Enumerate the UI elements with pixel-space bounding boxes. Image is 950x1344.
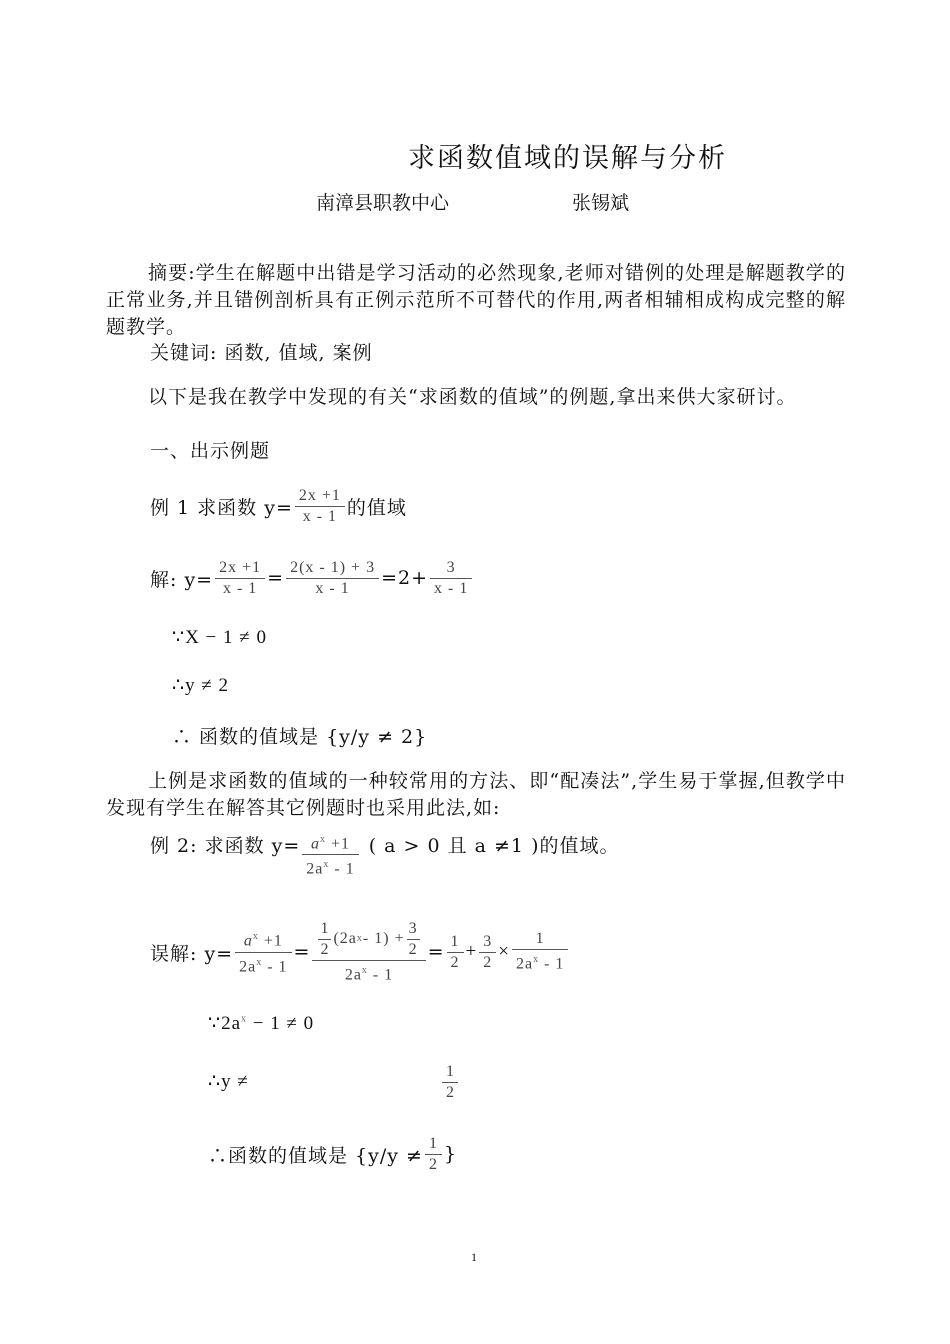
fraction-denominator: x - 1 bbox=[315, 579, 350, 597]
equals-two-plus: =2+ bbox=[381, 567, 429, 589]
half-fraction: $\frac{1}{2}$ bbox=[320, 919, 330, 958]
wrong-solution-label: 误解: y= bbox=[150, 942, 234, 965]
example-1-statement bbox=[150, 484, 407, 528]
fraction-numerator: 2(x - 1) + 3 bbox=[290, 558, 376, 576]
example-1-tail: 的值域 bbox=[346, 496, 407, 519]
h2-fraction: $\frac{3}{2}$ bbox=[479, 932, 496, 973]
fraction-numerator: $a^x +1$ bbox=[310, 834, 350, 853]
wrong-solution bbox=[150, 912, 570, 992]
section-heading: 一、出示例题 bbox=[150, 440, 271, 462]
solution-fraction-2 bbox=[286, 558, 379, 599]
result-fraction: $\frac{1}{2}$ bbox=[425, 1134, 442, 1175]
fraction-numerator: $a^x +1$ bbox=[243, 931, 283, 950]
fraction-denominator: x - 1 bbox=[222, 579, 258, 597]
solution-fraction-1 bbox=[215, 558, 265, 599]
plus-sign: + bbox=[465, 941, 478, 962]
abstract-paragraph: 摘要:学生在解题中出错是学习活动的必然现象,老师对错例的处理是解题教学的正常业务,并且错例剖析具有正例示范所不可替代的作用,两者相辅相成构成完整的解题教学。 bbox=[106, 262, 846, 338]
fraction-denominator: $2a^x - 1$ bbox=[306, 859, 355, 878]
solution-label: 解: y= bbox=[150, 568, 214, 591]
fraction-denominator: x - 1 bbox=[434, 579, 469, 597]
times-sign: × bbox=[498, 941, 510, 962]
example-2-fraction bbox=[302, 830, 358, 880]
three-halves-fraction: $\frac{3}{2}$ bbox=[408, 919, 418, 958]
h1-fraction: $\frac{1}{2}$ bbox=[447, 932, 464, 973]
example-1-solution bbox=[150, 556, 474, 600]
therefore-line-2: ∴y ≠ bbox=[208, 1071, 249, 1092]
example-1-fraction bbox=[295, 486, 345, 527]
fraction-numerator: 2x +1 bbox=[298, 486, 341, 504]
equals-sign: = bbox=[293, 941, 311, 963]
because-line-1: ∵X − 1 ≠ 0 bbox=[172, 627, 267, 648]
range-result-1: ∴ 函数的值域是 {y/y ≠ 2} bbox=[172, 726, 428, 748]
keywords-line: 关键词: 函数, 值域, 案例 bbox=[150, 342, 373, 364]
example-2-statement bbox=[150, 830, 619, 882]
example-2-label: 例 2: 求函数 y= bbox=[150, 835, 301, 857]
example-1-label: 例 1 求函数 y= bbox=[150, 496, 293, 519]
fraction-denominator: x - 1 bbox=[302, 507, 338, 525]
intro-paragraph: 以下是我在教学中发现的有关“求函数的值域”的例题,拿出来供大家研讨。 bbox=[148, 386, 797, 408]
school-name: 南漳县职教中心 bbox=[316, 192, 450, 214]
example-2-tail: ( a > 0 且 a ≠1 )的值域。 bbox=[368, 835, 620, 857]
equals-sign: = bbox=[427, 941, 445, 963]
wrong-fraction-2 bbox=[312, 919, 425, 985]
h3-fraction: $\frac{1}{2a^x - 1}$ bbox=[512, 929, 568, 974]
stray-fraction: $\frac{1}{2}$ bbox=[440, 1062, 460, 1103]
fraction-numerator: 3 bbox=[446, 558, 456, 576]
fraction-numerator: $\frac{1}{2}$ (2a x - 1) + $\frac{3}{2}$ bbox=[320, 919, 418, 958]
page-title: 求函数值域的误解与分析 bbox=[408, 143, 727, 174]
wrong-fraction-1 bbox=[235, 927, 291, 977]
because-line-2: $\because 2a^x - 1 \ne 0$ bbox=[208, 1013, 315, 1034]
equals-sign: = bbox=[267, 567, 285, 589]
author-name: 张锡斌 bbox=[572, 192, 630, 214]
transition-paragraph: 上例是求函数的值域的一种较常用的方法、即“配凑法”,学生易于掌握,但教学中发现有学生在解答其它例题时也采用此法,如: bbox=[106, 770, 846, 819]
fraction-denominator: $2a^x - 1$ bbox=[239, 956, 288, 975]
therefore-line-1: ∴y ≠ 2 bbox=[172, 675, 230, 696]
solution-fraction-3 bbox=[430, 558, 472, 599]
range-result-2: ∴函数的值域是 {y/y ≠ $\frac{1}{2}$ } bbox=[208, 1134, 458, 1173]
fraction-numerator: 2x +1 bbox=[219, 558, 262, 576]
fraction-denominator: $2a^x - 1$ bbox=[344, 964, 394, 984]
page-number: 1 bbox=[471, 1250, 477, 1264]
